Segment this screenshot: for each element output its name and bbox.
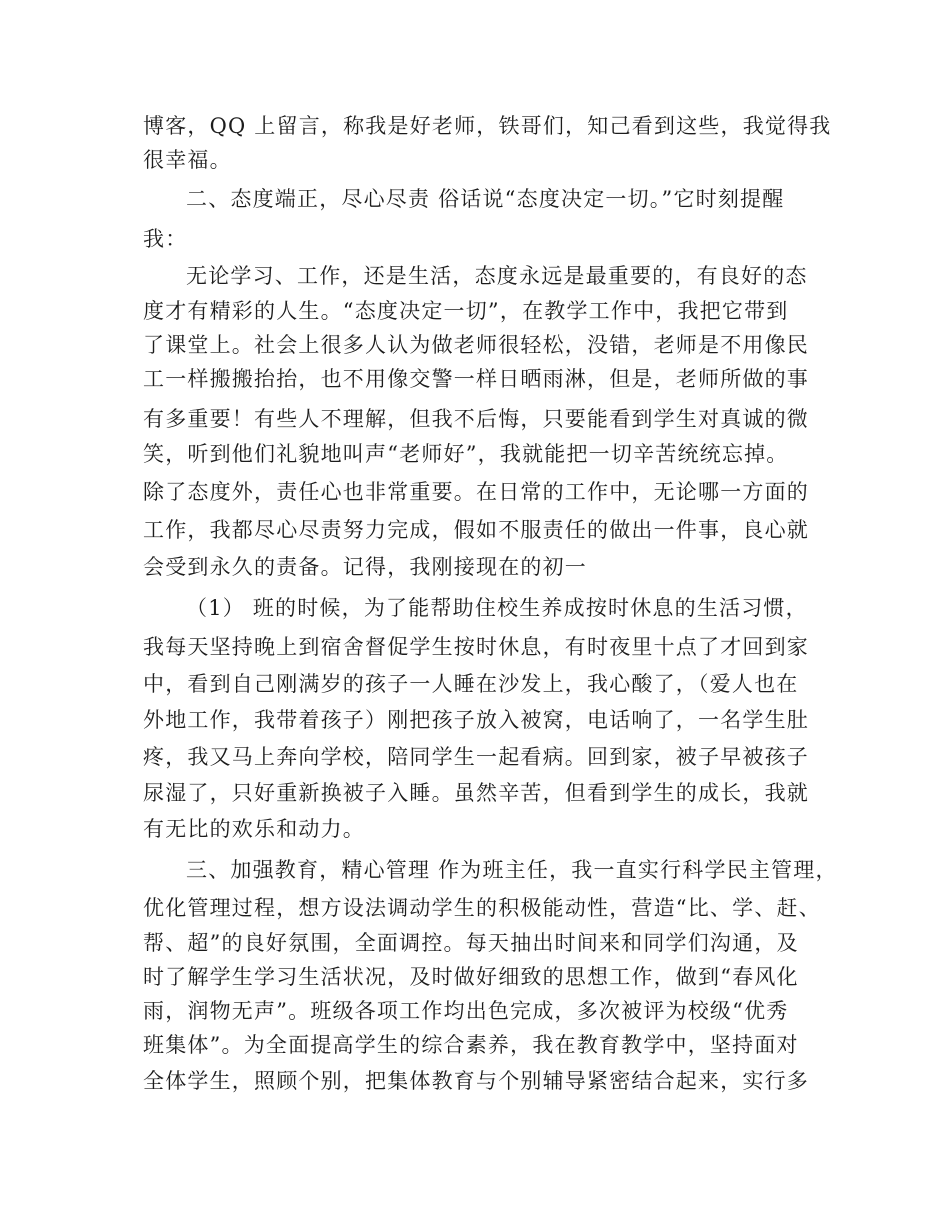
text-line: 班集体”。为全面提高学生的综合素养，我在教育教学中，坚持面对 [143, 1033, 799, 1057]
text-line: 时了解学生学习生活状况，及时做好细致的思想工作，做到“春风化 [143, 965, 799, 989]
paragraph-start-line: 无论学习、工作，还是生活，态度永远是最重要的，有良好的态 [186, 264, 808, 288]
text-line: 除了态度外，责任心也非常重要。在日常的工作中，无论哪一方面的 [143, 480, 809, 504]
text-line: 了课堂上。社会上很多人认为做老师很轻松，没错，老师是不用像民 [143, 333, 809, 357]
text-line: 会受到永久的责备。记得，我刚接现在的初一 [143, 555, 587, 579]
text-line: 雨，润物无声”。班级各项工作均出色完成，多次被评为校级“优秀 [143, 999, 789, 1023]
text-line: 中，看到自己刚满岁的孩子一人睡在沙发上，我心酸了，（爱人也在 [143, 672, 799, 696]
paragraph-start-line: （1） 班的时候，为了能帮助住校生养成按时休息的生活习惯， [186, 596, 808, 620]
text-line: 疼，我又马上奔向学校，陪同学生一起看病。回到家，被子早被孩子 [143, 745, 809, 769]
text-line: 工一样搬搬抬抬，也不用像交警一样日晒雨淋，但是，老师所做的事 [143, 367, 809, 391]
text-line: 我： [143, 227, 188, 251]
text-line: 有多重要！有些人不理解，但我不后悔，只要能看到学生对真诚的微 [143, 407, 809, 431]
text-line: 度才有精彩的人生。“态度决定一切”，在教学工作中，我把它带到 [143, 299, 789, 323]
text-line: 很幸福。 [143, 148, 232, 172]
text-line: 博客，QQ 上留言，称我是好老师，铁哥们，知己看到这些，我觉得我 [143, 114, 832, 138]
text-line: 帮、超”的良好氛围，全面调控。每天抽出时间来和同学们沟通，及 [143, 931, 799, 955]
text-line: 工作，我都尽心尽责努力完成，假如不服责任的做出一件事，良心就 [143, 518, 809, 542]
text-line: 外地工作，我带着孩子）刚把孩子放入被窝，电话响了，一名学生肚 [143, 708, 809, 732]
section-heading-line: 三、加强教育，精心管理 作为班主任，我一直实行科学民主管理， [186, 858, 838, 882]
text-line: 笑，听到他们礼貌地叫声“老师好”，我就能把一切辛苦统统忘掉。 [143, 442, 789, 466]
text-line: 有无比的欢乐和动力。 [143, 817, 365, 841]
text-line: 我每天坚持晚上到宿舍督促学生按时休息，有时夜里十点了才回到家 [143, 635, 809, 659]
section-heading-line: 二、态度端正，尽心尽责 俗话说“态度决定一切。”它时刻提醒 [186, 187, 785, 211]
text-line: 优化管理过程，想方设法调动学生的积极能动性，营造“比、学、赶、 [143, 896, 821, 920]
text-line: 全体学生，照顾个别，把集体教育与个别辅导紧密结合起来，实行多 [143, 1069, 809, 1093]
text-line: 尿湿了，只好重新换被子入睡。虽然辛苦，但看到学生的成长，我就 [143, 781, 809, 805]
